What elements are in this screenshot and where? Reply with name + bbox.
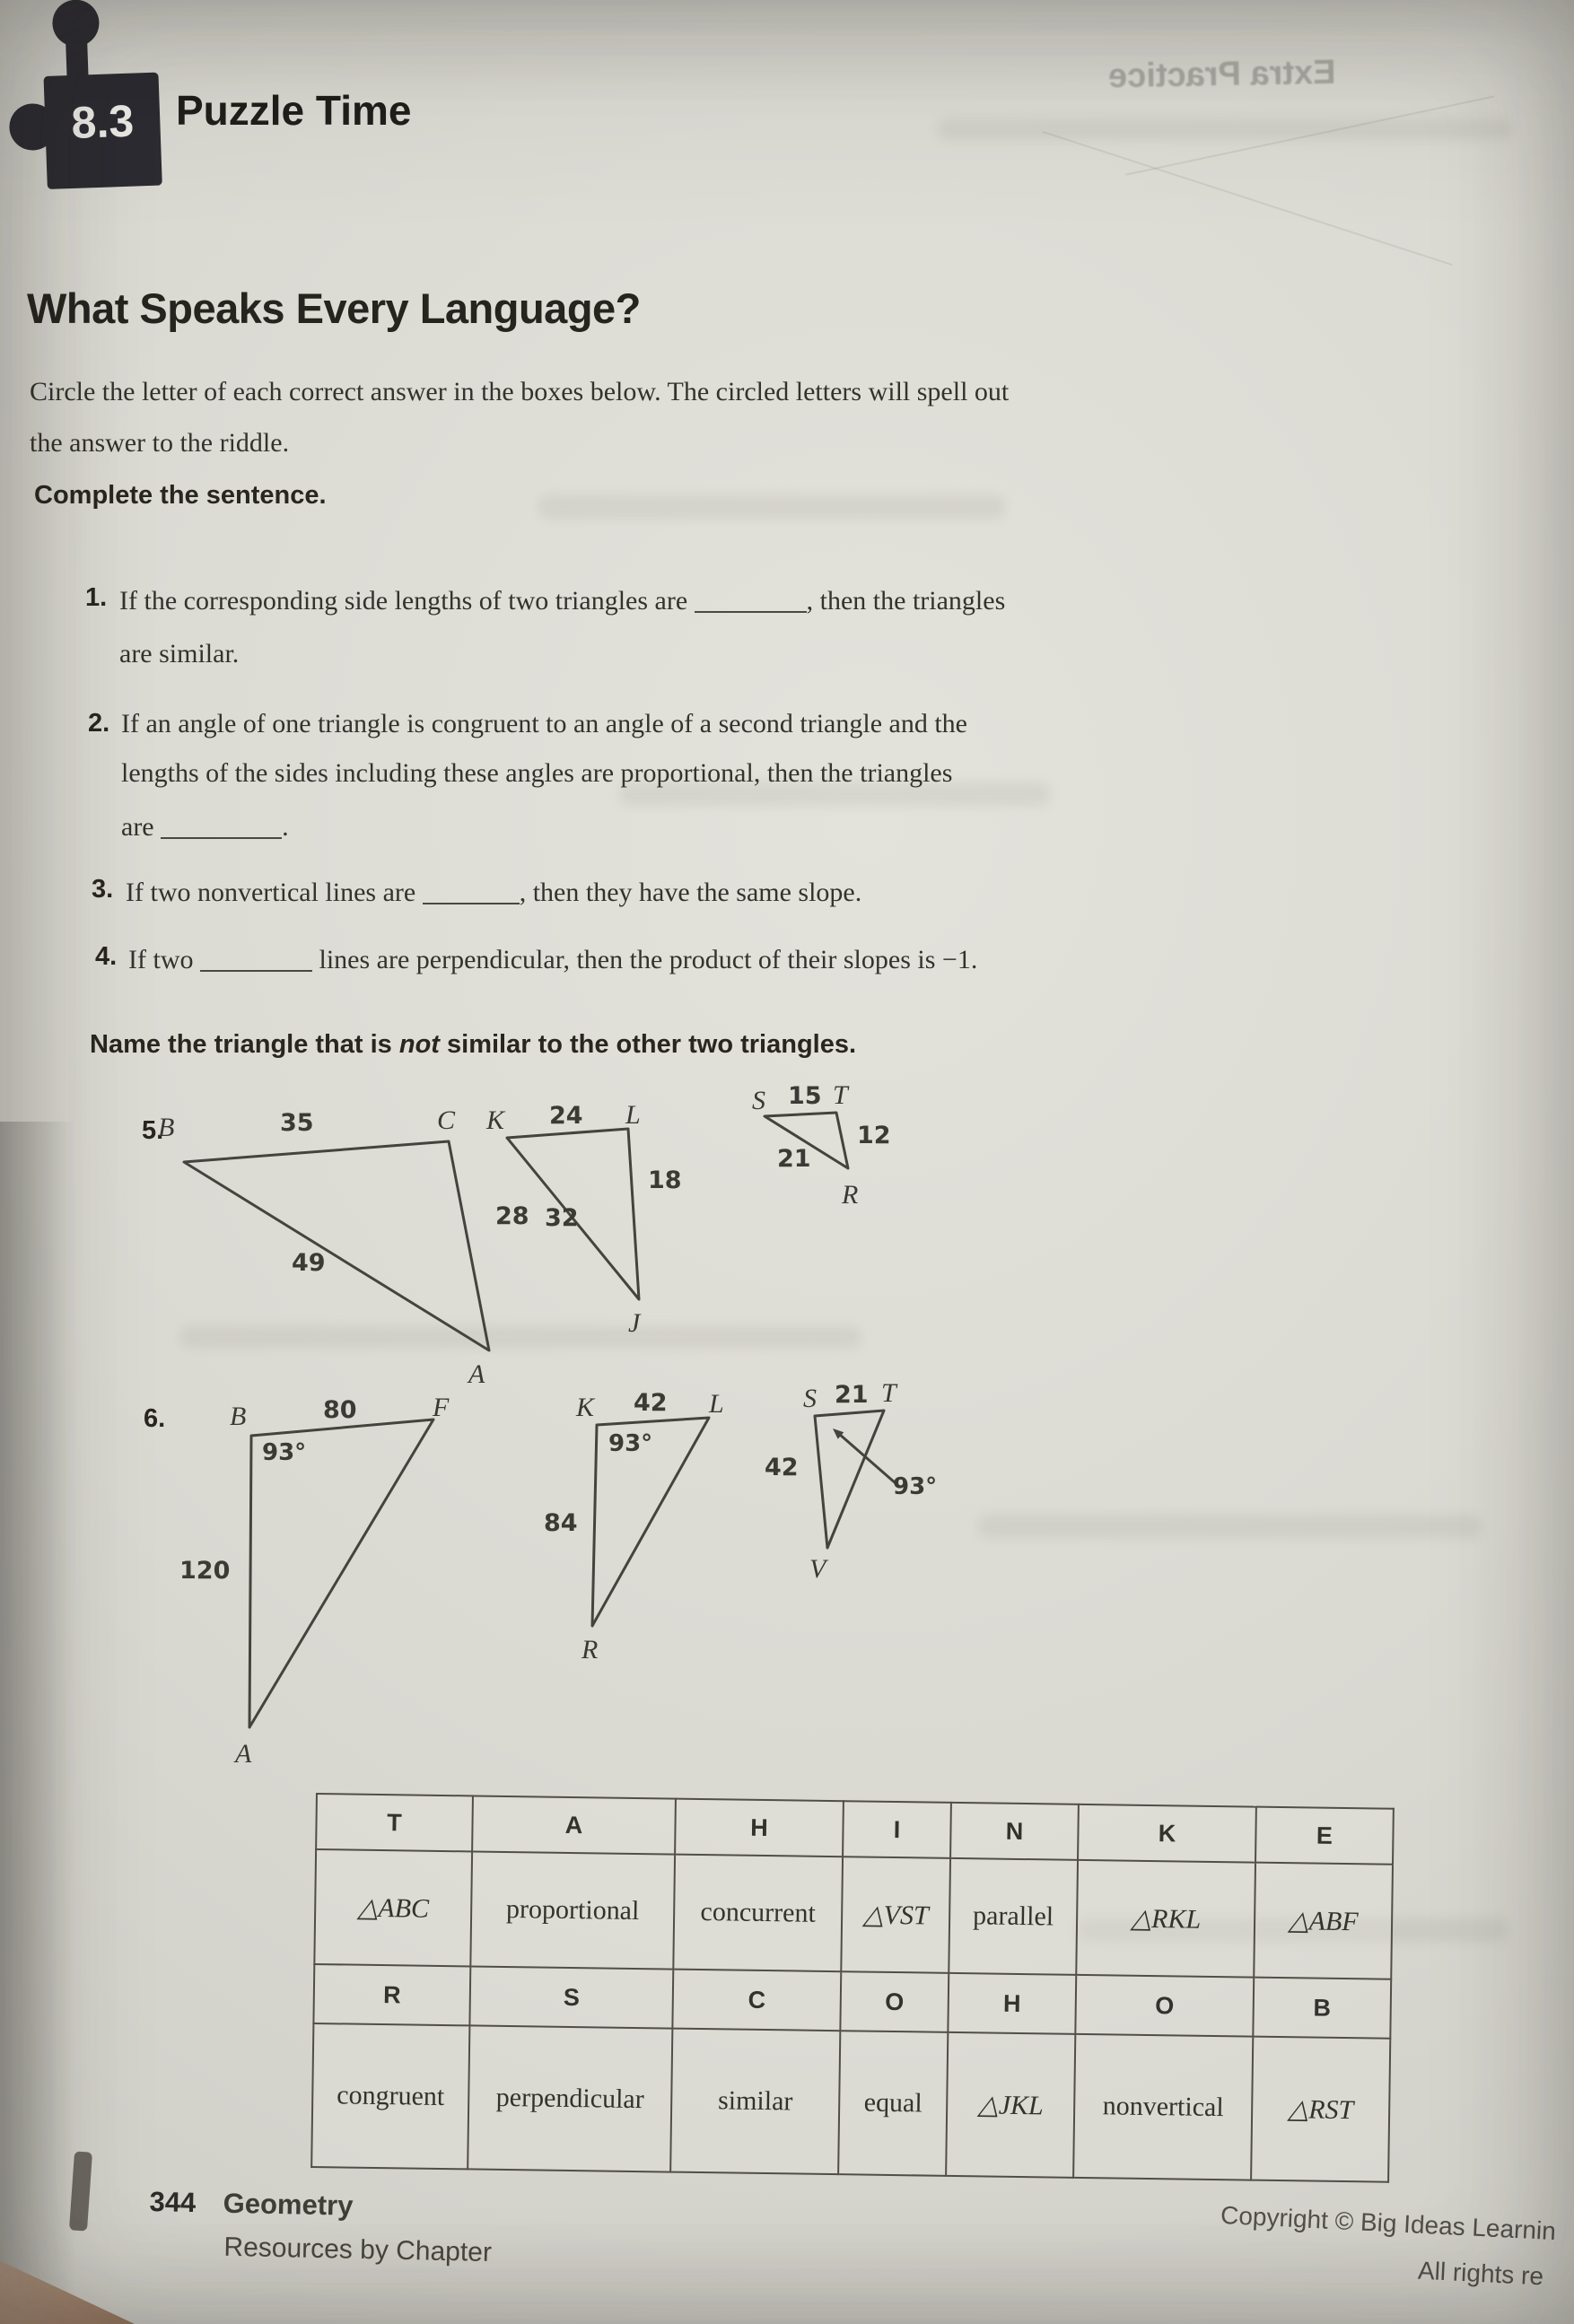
instructions-line2: the answer to the riddle. — [30, 428, 290, 458]
book-subtitle: Resources by Chapter — [223, 2232, 493, 2267]
riddle-question: What Speaks Every Language? — [27, 284, 641, 332]
item-3-line — [126, 875, 861, 908]
side-length: 15 — [788, 1082, 822, 1110]
answer-cell: △ABC — [314, 1849, 472, 1966]
page-number: 344 — [149, 2186, 197, 2219]
item-2-text: are — [121, 812, 162, 842]
vertex-label: S — [752, 1086, 765, 1115]
letter-cell: K — [1078, 1804, 1256, 1863]
item-1-number: 1. — [85, 583, 108, 612]
bleed-smudge — [978, 1515, 1481, 1538]
letter-cell: O — [840, 1971, 949, 2032]
vertex-label: R — [842, 1180, 859, 1210]
answer-cell: perpendicular — [468, 2025, 672, 2171]
bleed-mirrored-text: Extra Practice — [1107, 53, 1336, 96]
triangle-KLJ-figure — [498, 1099, 678, 1324]
vertex-label: C — [437, 1105, 456, 1135]
item-2-blank — [161, 813, 282, 839]
item-5-number: 5. — [142, 1116, 164, 1145]
item-3-text: , then they have the same slope. — [519, 878, 862, 907]
item-1-text: If the corresponding side lengths of two triangles are — [119, 586, 695, 616]
answer-cell: similar — [670, 2029, 840, 2175]
item-4-number: 4. — [95, 942, 118, 971]
answer-cell: congruent — [311, 2023, 469, 2169]
vertex-label: B — [158, 1113, 175, 1142]
page-footer — [148, 2186, 493, 2268]
side-length: 21 — [835, 1381, 869, 1409]
side-length: 42 — [634, 1389, 668, 1417]
answer-cell: △VST — [841, 1857, 950, 1973]
side-length: 120 — [179, 1557, 231, 1585]
item-3-number: 3. — [92, 875, 114, 904]
vertex-label: B — [230, 1402, 247, 1431]
side-length: 35 — [280, 1109, 314, 1137]
bleed-smudge — [938, 118, 1512, 140]
letter-cell: B — [1253, 1978, 1391, 2039]
angle-measure: 93° — [893, 1473, 938, 1500]
letter-cell: O — [1075, 1975, 1254, 2037]
letter-cell: C — [672, 1970, 841, 2031]
item-2-line1: If an angle of one triangle is congruent to an angle of a second triangle and the — [121, 709, 967, 738]
photo-shadow-left — [0, 1122, 76, 2324]
item-1-blank — [695, 587, 807, 613]
item-3-text: If two nonvertical lines are — [126, 878, 423, 907]
vertex-label: R — [582, 1635, 599, 1664]
side-length: 24 — [549, 1102, 583, 1130]
side-length: 32 — [545, 1204, 579, 1232]
answer-cell: △ABF — [1254, 1863, 1393, 1979]
side-length: 80 — [323, 1396, 357, 1424]
vertex-label: F — [433, 1393, 450, 1422]
answer-table — [310, 1793, 1395, 2183]
answer-cell: nonvertical — [1073, 2034, 1253, 2180]
answer-cell: △RKL — [1076, 1860, 1255, 1978]
triangle-KLR-figure — [583, 1409, 745, 1651]
answer-cell: △RST — [1251, 2037, 1390, 2182]
letter-cell: T — [316, 1794, 473, 1851]
angle-measure: 93° — [262, 1439, 307, 1466]
heading-text: Name the triangle that is — [90, 1030, 399, 1059]
item-4-blank — [200, 946, 312, 972]
letter-cell: N — [950, 1803, 1079, 1860]
side-length: 12 — [857, 1122, 891, 1149]
vertex-label: K — [486, 1105, 505, 1135]
section-title: Puzzle Time — [176, 87, 412, 134]
answer-cell: equal — [838, 2031, 948, 2176]
vertex-label: T — [881, 1378, 896, 1408]
heading-text: similar to the other two triangles. — [439, 1030, 857, 1059]
vertex-label: L — [709, 1389, 724, 1419]
item-1-text: , then the triangles — [806, 586, 1006, 616]
letter-cell: A — [472, 1795, 676, 1854]
item-2-text: . — [282, 812, 289, 842]
name-triangle-heading — [90, 1030, 856, 1060]
angle-measure: 93° — [608, 1430, 653, 1457]
letter-cell: H — [948, 1973, 1076, 2034]
table-row-answers — [314, 1849, 1393, 1979]
letter-cell: I — [843, 1801, 951, 1858]
bleed-line — [1042, 131, 1452, 266]
letter-cell: R — [313, 1964, 470, 2025]
item-3-blank — [423, 878, 520, 904]
triangle-BCA-figure — [135, 1104, 512, 1373]
item-4-text: If two — [128, 945, 200, 974]
side-length: 84 — [544, 1509, 578, 1537]
answer-cell: concurrent — [673, 1855, 843, 1972]
table-row-answers — [311, 2023, 1390, 2182]
item-6-number: 6. — [144, 1404, 166, 1433]
vertex-label: L — [625, 1100, 641, 1130]
vertex-label: A — [235, 1739, 252, 1769]
heading-text-italic: not — [398, 1030, 440, 1059]
answer-cell: parallel — [949, 1858, 1078, 1975]
side-length: 42 — [765, 1454, 799, 1481]
angle-arrow — [839, 1434, 896, 1483]
vertex-label: T — [833, 1080, 848, 1110]
letter-cell: S — [469, 1966, 673, 2028]
item-2-line3 — [121, 809, 289, 843]
side-length: 49 — [292, 1249, 326, 1277]
side-length: 21 — [777, 1145, 811, 1173]
book-title: Geometry — [223, 2187, 354, 2222]
item-4-text: lines are perpendicular, then the product of their slopes is −1. — [311, 945, 978, 974]
answer-cell: △JKL — [946, 2032, 1075, 2178]
bleed-line — [1125, 95, 1494, 175]
item-1-line2: are similar. — [119, 639, 240, 668]
complete-sentence-heading: Complete the sentence. — [34, 481, 327, 510]
section-number: 8.3 — [70, 95, 136, 148]
vertex-label: J — [628, 1308, 641, 1338]
instructions-line1: Circle the letter of each correct answer in the boxes below. The circled letters will spell out — [30, 377, 1010, 406]
item-2-number: 2. — [88, 709, 110, 738]
side-length: 18 — [648, 1166, 682, 1194]
item-2-line2: lengths of the sides including these angles are proportional, then the triangles — [121, 758, 953, 788]
vertex-label: S — [803, 1384, 817, 1413]
copyright-line1: Copyright © Big Ideas Learnin — [1220, 2200, 1557, 2246]
vertex-label: V — [809, 1554, 826, 1584]
side-length: 28 — [495, 1202, 529, 1230]
bleed-smudge — [538, 495, 1005, 519]
item-1-line1 — [119, 583, 1005, 616]
letter-cell: E — [1255, 1807, 1394, 1865]
item-4-line — [128, 942, 977, 975]
letter-cell: H — [675, 1799, 844, 1857]
vertex-label: K — [576, 1393, 595, 1422]
vertex-label: A — [468, 1359, 485, 1389]
copyright-line2: All rights re — [1417, 2256, 1544, 2291]
answer-cell: proportional — [470, 1851, 675, 1969]
